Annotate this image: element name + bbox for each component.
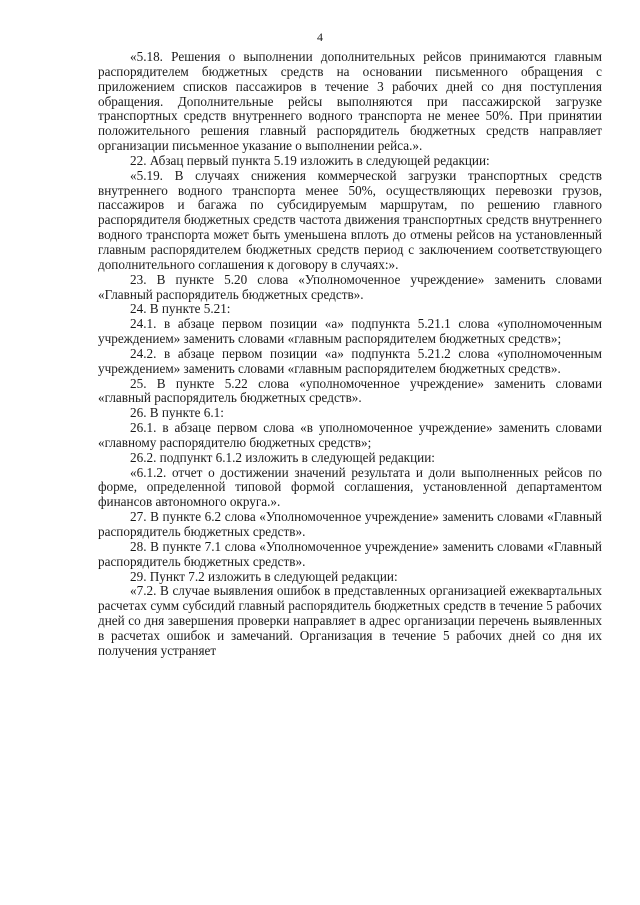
paragraph-item-23: 23. В пункте 5.20 слова «Уполномоченное учреждение» заменить словами «Главный распорядитель бюджетных средств». (98, 271, 602, 302)
paragraph-item-22: 22. Абзац первый пункта 5.19 изложить в следующей редакции: (130, 152, 490, 168)
paragraph-item-26-1: 26.1. в абзаце первом слова «в уполномоченное учреждение» заменить словами «главному распорядителю бюджетных средств»; (98, 420, 602, 450)
paragraph-item-26: 26. В пункте 6.1: (130, 405, 224, 421)
paragraph-7-2-text: «7.2. В случае выявления ошибок в представленных организацией ежеквартальных расчетах сумм субсидий главный распорядитель бюджетных средств в течение 5 рабочих дней со дня завершения проверки направляет в адрес организации перечень выявленных в расчетах ошибок и замечаний. Организация в течение 5 рабочих дней со дня их получения устраняет (98, 583, 602, 658)
paragraph-item-26-2: 26.2. подпункт 6.1.2 изложить в следующей редакции: (130, 449, 435, 465)
paragraph-item-27: 27. В пункте 6.2 слова «Уполномоченное учреждение» заменить словами «Главный распорядитель бюджетных средств». (98, 509, 602, 539)
paragraph-item-25: 25. В пункте 5.22 слова «уполномоченное учреждение» заменить словами «главный распорядитель бюджетных средств». (98, 375, 602, 406)
paragraph-6-1-2-text: «6.1.2. отчет о достижении значений результата и доли выполненных рейсов по форме, определенной типовой формой соглашения, установленной департаментом финансов автономного округа.». (98, 464, 602, 510)
paragraph-item-24-2: 24.2. в абзаце первом позиции «а» подпункта 5.21.2 слова «уполномоченным учреждением» заменить словами «главным распорядителем бюджетных средств». (98, 345, 602, 376)
paragraph-item-24: 24. В пункте 5.21: (130, 301, 231, 317)
page-number: 4 (317, 30, 323, 44)
paragraph-5-19-text: «5.19. В случаях снижения коммерческой загрузки транспортных средств внутреннего водного транспорта менее 50%, осуществляющих перевозки грузов, пассажиров и багажа по субсидируемым маршрутам, по решению главного распорядителя бюджетных средств частота движения транспортных средств внутреннего водного транспорта может быть уменьшена вплоть до отмены рейсов на установленный главным распорядителем бюджетных средств период с заключением соответствующего дополнительного соглашения к договору в случаях:». (98, 167, 602, 272)
document-body (98, 50, 602, 659)
paragraph-5-18-text: «5.18. Решения о выполнении дополнительных рейсов принимаются главным распорядителем бюджетных средств на основании письменного обращения с приложением списков пассажиров в течение 3 рабочих дней со дня поступления обращения. Дополнительные рейсы выполняются при пассажирской загрузке транспортных средств внутреннего водного транспорта не менее 50%. При принятии положительного решения главный распорядитель бюджетных средств направляет организации письменное указание о выполнении рейса.». (98, 49, 602, 154)
paragraph-item-29: 29. Пункт 7.2 изложить в следующей редакции: (130, 568, 398, 584)
paragraph-item-28: 28. В пункте 7.1 слова «Уполномоченное учреждение» заменить словами «Главный распорядитель бюджетных средств». (98, 538, 602, 569)
paragraph-item-24-1: 24.1. в абзаце первом позиции «а» подпункта 5.21.1 слова «уполномоченным учреждением» заменить словами «главным распорядителем бюджетных средств»; (98, 316, 602, 347)
